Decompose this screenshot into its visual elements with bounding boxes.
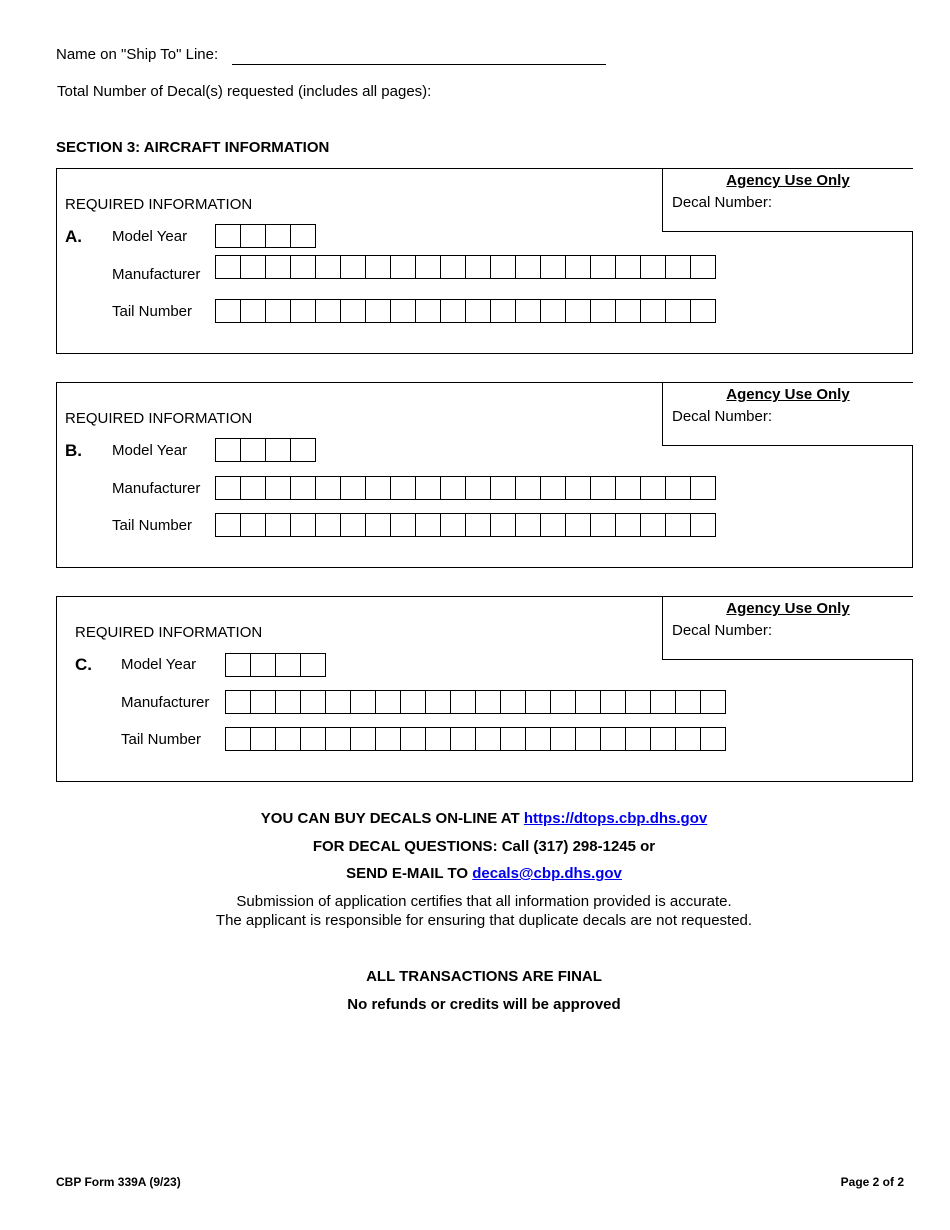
aircraft-section-c	[56, 596, 913, 782]
ship-to-label: Name on "Ship To" Line:	[56, 46, 219, 63]
character-box[interactable]	[591, 256, 616, 278]
required-info-label: REQUIRED INFORMATION	[75, 624, 263, 641]
character-box[interactable]	[591, 514, 616, 536]
certify-line-1: Submission of application certifies that all information provided is accurate.	[236, 893, 732, 910]
character-box[interactable]	[566, 256, 591, 278]
character-box[interactable]	[376, 728, 401, 750]
model-year-boxes[interactable]	[215, 224, 316, 248]
character-box[interactable]	[526, 691, 551, 713]
character-box[interactable]	[666, 477, 691, 499]
character-box[interactable]	[276, 728, 301, 750]
character-box[interactable]	[691, 300, 716, 322]
model-year-boxes[interactable]	[225, 653, 326, 677]
buy-online-text: YOU CAN BUY DECALS ON-LINE AT	[260, 810, 520, 827]
character-box[interactable]	[241, 300, 266, 322]
buy-online-link[interactable]: https://dtops.cbp.dhs.gov	[523, 810, 708, 827]
manufacturer-label: Manufacturer	[112, 480, 201, 497]
character-box[interactable]	[341, 300, 366, 322]
decal-questions-line: FOR DECAL QUESTIONS: Call (317) 298-1245 or	[312, 838, 656, 855]
character-box[interactable]	[466, 514, 491, 536]
character-box[interactable]	[526, 728, 551, 750]
character-box[interactable]	[391, 256, 416, 278]
character-box[interactable]	[216, 439, 241, 461]
manufacturer-label: Manufacturer	[112, 266, 201, 283]
buy-online-line	[0, 810, 950, 827]
character-box[interactable]	[626, 691, 651, 713]
character-box[interactable]	[666, 256, 691, 278]
character-box[interactable]	[241, 439, 266, 461]
character-box[interactable]	[301, 691, 326, 713]
character-box[interactable]	[241, 514, 266, 536]
character-box[interactable]	[266, 439, 291, 461]
character-box[interactable]	[641, 477, 666, 499]
character-box[interactable]	[291, 514, 316, 536]
character-box[interactable]	[616, 477, 641, 499]
model-year-label: Model Year	[112, 228, 188, 245]
send-email-line	[0, 865, 950, 882]
character-box[interactable]	[601, 728, 626, 750]
character-box[interactable]	[241, 256, 266, 278]
character-box[interactable]	[541, 256, 566, 278]
character-box[interactable]	[441, 300, 466, 322]
character-box[interactable]	[591, 477, 616, 499]
character-box[interactable]	[426, 728, 451, 750]
character-box[interactable]	[591, 300, 616, 322]
character-box[interactable]	[566, 514, 591, 536]
character-box[interactable]	[251, 728, 276, 750]
required-info-label: REQUIRED INFORMATION	[65, 410, 253, 427]
character-box[interactable]	[491, 256, 516, 278]
character-box[interactable]	[576, 691, 601, 713]
certify-line-2: The applicant is responsible for ensuring that duplicate decals are not requested.	[215, 912, 753, 929]
character-box[interactable]	[366, 256, 391, 278]
character-box[interactable]	[426, 691, 451, 713]
final-transactions-title: ALL TRANSACTIONS ARE FINAL	[366, 968, 602, 985]
decal-number-label: Decal Number:	[672, 622, 773, 639]
character-box[interactable]	[501, 691, 526, 713]
character-box[interactable]	[641, 514, 666, 536]
tail-number-label: Tail Number	[121, 731, 202, 748]
character-box[interactable]	[376, 691, 401, 713]
character-box[interactable]	[676, 691, 701, 713]
model-year-boxes[interactable]	[215, 438, 316, 462]
character-box[interactable]	[401, 691, 426, 713]
character-box[interactable]	[266, 300, 291, 322]
character-box[interactable]	[301, 654, 326, 676]
character-box[interactable]	[266, 225, 291, 247]
total-decals-label: Total Number of Decal(s) requested (includes all pages):	[57, 83, 432, 100]
character-box[interactable]	[326, 728, 351, 750]
character-box[interactable]	[216, 300, 241, 322]
character-box[interactable]	[351, 728, 376, 750]
character-box[interactable]	[216, 477, 241, 499]
character-box[interactable]	[416, 300, 441, 322]
manufacturer-label: Manufacturer	[121, 694, 210, 711]
aircraft-section-b	[56, 382, 913, 568]
character-box[interactable]	[316, 256, 341, 278]
character-box[interactable]	[566, 300, 591, 322]
agency-use-title: Agency Use Only	[726, 172, 850, 189]
character-box[interactable]	[316, 477, 341, 499]
character-box[interactable]	[291, 477, 316, 499]
no-refunds-text: No refunds or credits will be approved	[347, 996, 621, 1013]
character-box[interactable]	[251, 654, 276, 676]
character-box[interactable]	[466, 256, 491, 278]
tail-number-label: Tail Number	[112, 517, 193, 534]
character-box[interactable]	[566, 477, 591, 499]
character-box[interactable]	[391, 514, 416, 536]
manufacturer-boxes[interactable]	[225, 690, 726, 714]
character-box[interactable]	[391, 477, 416, 499]
character-box[interactable]	[451, 691, 476, 713]
character-box[interactable]	[516, 477, 541, 499]
character-box[interactable]	[316, 514, 341, 536]
character-box[interactable]	[216, 225, 241, 247]
agency-use-title: Agency Use Only	[726, 386, 850, 403]
send-email-text: SEND E-MAIL TO	[346, 865, 469, 882]
character-box[interactable]	[666, 514, 691, 536]
character-box[interactable]	[701, 728, 726, 750]
character-box[interactable]	[291, 439, 316, 461]
character-box[interactable]	[366, 514, 391, 536]
character-box[interactable]	[676, 728, 701, 750]
agency-use-box	[662, 168, 913, 232]
character-box[interactable]	[416, 514, 441, 536]
character-box[interactable]	[326, 691, 351, 713]
character-box[interactable]	[541, 477, 566, 499]
character-box[interactable]	[441, 256, 466, 278]
character-box[interactable]	[291, 225, 316, 247]
character-box[interactable]	[541, 514, 566, 536]
character-box[interactable]	[301, 728, 326, 750]
character-box[interactable]	[226, 654, 251, 676]
character-box[interactable]	[476, 691, 501, 713]
character-box[interactable]	[366, 300, 391, 322]
character-box[interactable]	[701, 691, 726, 713]
manufacturer-boxes[interactable]	[215, 476, 716, 500]
email-link[interactable]: decals@cbp.dhs.gov	[472, 865, 622, 882]
required-info-label: REQUIRED INFORMATION	[65, 196, 253, 213]
character-box[interactable]	[491, 514, 516, 536]
character-box[interactable]	[541, 300, 566, 322]
character-box[interactable]	[341, 477, 366, 499]
manufacturer-boxes[interactable]	[215, 255, 716, 279]
agency-use-title: Agency Use Only	[726, 600, 850, 617]
character-box[interactable]	[616, 256, 641, 278]
model-year-label: Model Year	[112, 442, 188, 459]
agency-use-box	[662, 382, 913, 446]
character-box[interactable]	[441, 514, 466, 536]
character-box[interactable]	[466, 300, 491, 322]
character-box[interactable]	[241, 225, 266, 247]
character-box[interactable]	[401, 728, 426, 750]
character-box[interactable]	[266, 256, 291, 278]
character-box[interactable]	[551, 691, 576, 713]
aircraft-letter: A.	[65, 227, 82, 246]
character-box[interactable]	[491, 477, 516, 499]
character-box[interactable]	[216, 514, 241, 536]
character-box[interactable]	[291, 256, 316, 278]
ship-to-input-line[interactable]	[232, 64, 606, 65]
section-title: SECTION 3: AIRCRAFT INFORMATION	[56, 139, 330, 156]
character-box[interactable]	[451, 728, 476, 750]
character-box[interactable]	[641, 300, 666, 322]
character-box[interactable]	[226, 728, 251, 750]
tail-number-boxes[interactable]	[215, 513, 716, 537]
character-box[interactable]	[341, 256, 366, 278]
character-box[interactable]	[691, 256, 716, 278]
character-box[interactable]	[291, 300, 316, 322]
character-box[interactable]	[251, 691, 276, 713]
decal-number-label: Decal Number:	[672, 408, 773, 425]
character-box[interactable]	[476, 728, 501, 750]
character-box[interactable]	[601, 691, 626, 713]
character-box[interactable]	[226, 691, 251, 713]
character-box[interactable]	[616, 514, 641, 536]
character-box[interactable]	[516, 514, 541, 536]
character-box[interactable]	[316, 300, 341, 322]
character-box[interactable]	[416, 256, 441, 278]
tail-number-boxes[interactable]	[225, 727, 726, 751]
form-id: CBP Form 339A (9/23)	[56, 1175, 181, 1189]
character-box[interactable]	[276, 691, 301, 713]
character-box[interactable]	[516, 256, 541, 278]
aircraft-letter: C.	[75, 655, 92, 674]
character-box[interactable]	[441, 477, 466, 499]
agency-use-box	[662, 596, 913, 660]
character-box[interactable]	[276, 654, 301, 676]
character-box[interactable]	[216, 256, 241, 278]
character-box[interactable]	[266, 514, 291, 536]
aircraft-section-a	[56, 168, 913, 354]
character-box[interactable]	[391, 300, 416, 322]
character-box[interactable]	[616, 300, 641, 322]
model-year-label: Model Year	[121, 656, 197, 673]
character-box[interactable]	[241, 477, 266, 499]
character-box[interactable]	[501, 728, 526, 750]
character-box[interactable]	[366, 477, 391, 499]
character-box[interactable]	[576, 728, 601, 750]
character-box[interactable]	[651, 728, 676, 750]
character-box[interactable]	[516, 300, 541, 322]
character-box[interactable]	[691, 477, 716, 499]
character-box[interactable]	[491, 300, 516, 322]
character-box[interactable]	[691, 514, 716, 536]
decal-number-label: Decal Number:	[672, 194, 773, 211]
tail-number-label: Tail Number	[112, 303, 193, 320]
character-box[interactable]	[641, 256, 666, 278]
tail-number-boxes[interactable]	[215, 299, 716, 323]
character-box[interactable]	[666, 300, 691, 322]
character-box[interactable]	[651, 691, 676, 713]
character-box[interactable]	[626, 728, 651, 750]
aircraft-letter: B.	[65, 441, 82, 460]
character-box[interactable]	[466, 477, 491, 499]
character-box[interactable]	[351, 691, 376, 713]
character-box[interactable]	[551, 728, 576, 750]
character-box[interactable]	[416, 477, 441, 499]
page-number: Page 2 of 2	[840, 1175, 904, 1189]
character-box[interactable]	[266, 477, 291, 499]
character-box[interactable]	[341, 514, 366, 536]
